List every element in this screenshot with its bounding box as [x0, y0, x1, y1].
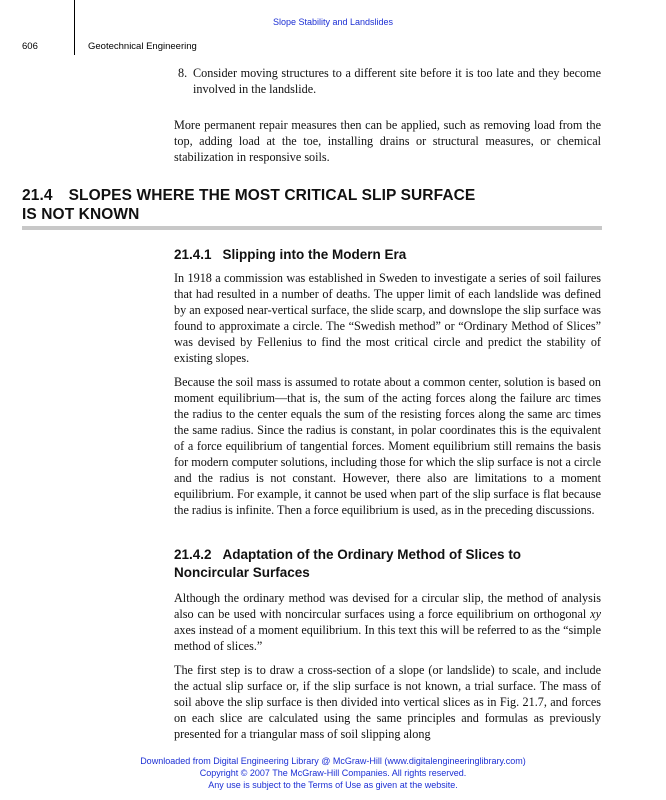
paragraph-swedish-method: In 1918 a commission was established in Sweden to investigate a series of soil failures that had resulted in a number of deaths. The upper limit of each landslide was defined by an exposed near-vertical surface, the slide scarp, and downslope the slip surface was found to approximate a circle. The “Swedish method” or “Ordinary Method of Slices” was devised by Fellenius to find the most critical circle and predict the stability of existing slopes.	[174, 271, 601, 365]
text-run: Although the ordinary method was devised for a circular slip, the method of analysis also can be used with noncircular surfaces using a force equilibrium on orthogonal	[174, 591, 601, 621]
section-heading	[22, 186, 542, 224]
paragraph-noncircular	[174, 590, 601, 654]
footer-download-link[interactable]: Downloaded from Digital Engineering Library @ McGraw-Hill (www.digitalengineeringlibrary.com)	[140, 756, 526, 766]
paragraph-repair-measures: More permanent repair measures then can be applied, such as removing load from the top, adding load at the toe, installing drains or structural measures, or chemical stabilization in responsive soils.	[174, 118, 601, 164]
header-vertical-rule	[74, 0, 75, 55]
text-run: axes instead of a moment equilibrium. In this text this will be referred to as the “simple method of slices.”	[174, 623, 601, 653]
section-title-line1: SLOPES WHERE THE MOST CRITICAL SLIP SURFACE	[68, 187, 476, 204]
subsection-title-line2: Noncircular Surfaces	[174, 565, 310, 580]
section-number: 21.4	[22, 187, 53, 204]
subsection-heading-1	[174, 246, 601, 264]
paragraph-moment-equilibrium: Because the soil mass is assumed to rotate about a common center, solution is based on moment equilibrium—that is, the sum of the acting forces along the failure arc times the radius to the center equals the sum of the resisting forces along the same arc times the same radius. Since the radius is constant, in polar coordinates this is the equivalent of a force equilibrium of tangential forces. Moment equilibrium still remains the basis for modern computer solutions, including those for which the slip surface is not a circle and the radius is not constant. However, there also are limitations to a moment equilibrium. For example, it cannot be used when part of the slip surface is flat because the radius is infinite. Then a force equilibrium is used, as in the preceding discussions.	[174, 375, 601, 517]
section-title-line2: IS NOT KNOWN	[22, 206, 140, 223]
list-item	[174, 65, 601, 97]
chapter-link[interactable]: Slope Stability and Landslides	[272, 17, 394, 27]
list-item-number: 8.	[178, 66, 188, 80]
subsection-number: 21.4.1	[174, 247, 212, 262]
running-title: Geotechnical Engineering	[88, 41, 197, 52]
section-rule	[22, 226, 602, 230]
subsection-heading-2	[174, 546, 601, 582]
italic-xy: xy	[590, 607, 601, 621]
list-item-text: Consider moving structures to a different site before it is too late and they become involved in the landslide.	[193, 66, 601, 96]
footer-copyright[interactable]: Copyright © 2007 The McGraw-Hill Companies. All rights reserved.	[199, 768, 467, 778]
paragraph-first-step: The first step is to draw a cross-section of a slope (or landslide) to scale, and include the actual slip surface or, if the slip surface is not known, a trial surface. The mass of soil above the slip surface is then divided into vertical slices as in Fig. 21.7, and forces on each slice are calculated using the same principles and formulas as previously presented for a triangular mass of soil slipping along	[174, 663, 601, 741]
subsection-title: Slipping into the Modern Era	[222, 247, 407, 262]
subsection-number: 21.4.2	[174, 547, 212, 562]
page-number: 606	[22, 41, 38, 52]
footer-terms[interactable]: Any use is subject to the Terms of Use as given at the website.	[208, 780, 458, 790]
subsection-title-line1: Adaptation of the Ordinary Method of Slices to	[222, 547, 522, 562]
